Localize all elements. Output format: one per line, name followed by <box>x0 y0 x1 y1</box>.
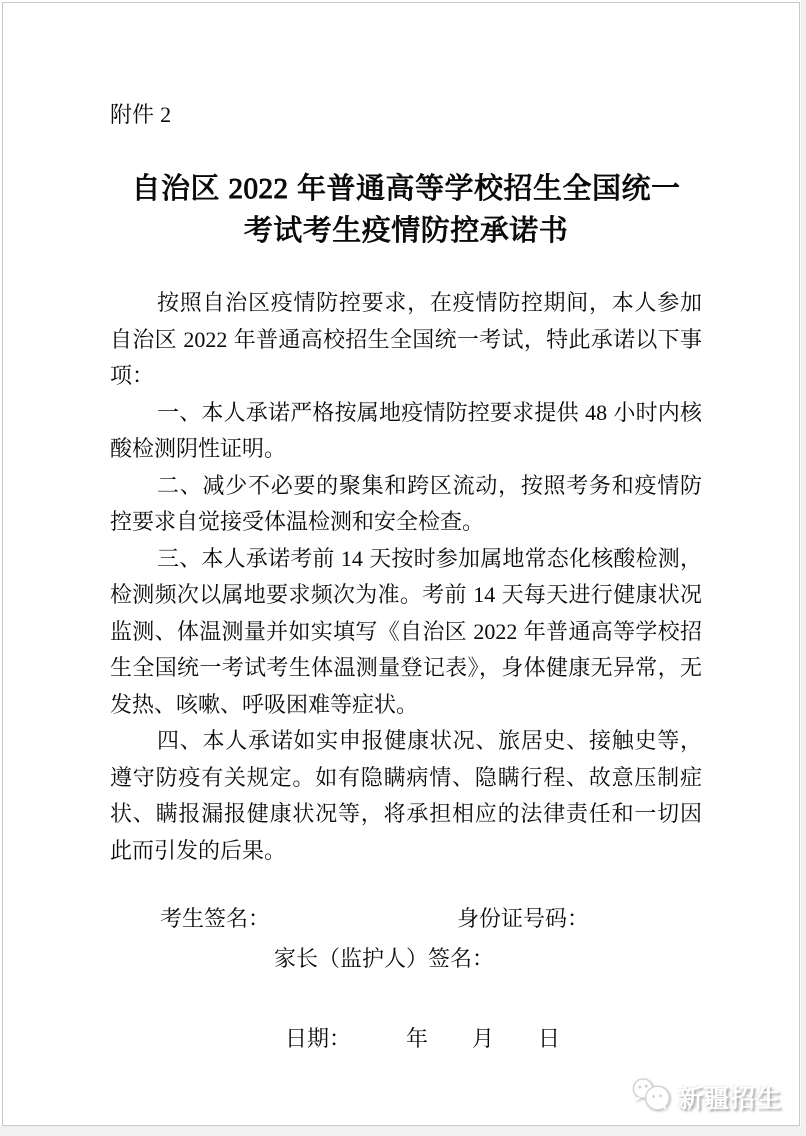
title-line-2: 考试考生疫情防控承诺书 <box>243 215 569 247</box>
examinee-signature-label: 考生签名： <box>160 906 271 931</box>
page-content <box>110 3 702 1099</box>
guardian-signature-label: 家长（监护人）签名： <box>273 946 494 971</box>
title-line-1: 自治区 2022 年普通高等学校招生全国统一 <box>131 173 681 205</box>
page <box>2 2 800 1126</box>
signature-row <box>96 979 688 1099</box>
body-paragraph-intro: 按照自治区疫情防控要求，在疫情防控期间，本人参加自治区 2022 年普通高校招生全国统一考试，特此承诺以下事项： <box>110 290 702 388</box>
wechat-icon <box>630 1077 672 1116</box>
body-paragraph-item-4: 四、本人承诺如实申报健康状况、旅居史、接触史等，遵守防疫有关规定。如有隐瞒病情、隐瞒行程、故意压制症状、瞒报漏报健康状况等，将承担相应的法律责任和一切因此而引发的后果。 <box>110 728 702 863</box>
date-label: 日期： 年 月 日 <box>285 1026 561 1051</box>
watermark-text: 新疆招生 <box>677 1084 782 1113</box>
canvas-edge-right <box>801 0 806 1126</box>
signature-row <box>110 899 702 939</box>
attachment-label: 附件 2 <box>110 102 172 127</box>
canvas-edge-bottom <box>0 1126 806 1136</box>
signature-section <box>110 899 702 1099</box>
signature-row <box>88 939 680 979</box>
document-title <box>110 168 702 252</box>
watermark <box>630 1077 782 1116</box>
body-paragraph-item-1: 一、本人承诺严格按属地疫情防控要求提供 48 小时内核酸检测阴性证明。 <box>110 399 702 461</box>
document-body <box>110 285 702 869</box>
body-paragraph-item-3: 三、本人承诺考前 14 天按时参加属地常态化核酸检测，检测频次以属地要求频次为准。考前 14 天每天进行健康状况监测、体温测量并如实填写《自治区 2022 年普通高等学校招生全国统一考试考生体温测量登记表》，身体健康无异常，无发热、咳嗽、呼吸困难等症状。 <box>110 545 702 717</box>
body-paragraph-item-2: 二、减少不必要的聚集和跨区流动，按照考务和疫情防控要求自觉接受体温检测和安全检查。 <box>110 472 702 534</box>
id-number-label: 身份证号码： <box>457 906 590 931</box>
